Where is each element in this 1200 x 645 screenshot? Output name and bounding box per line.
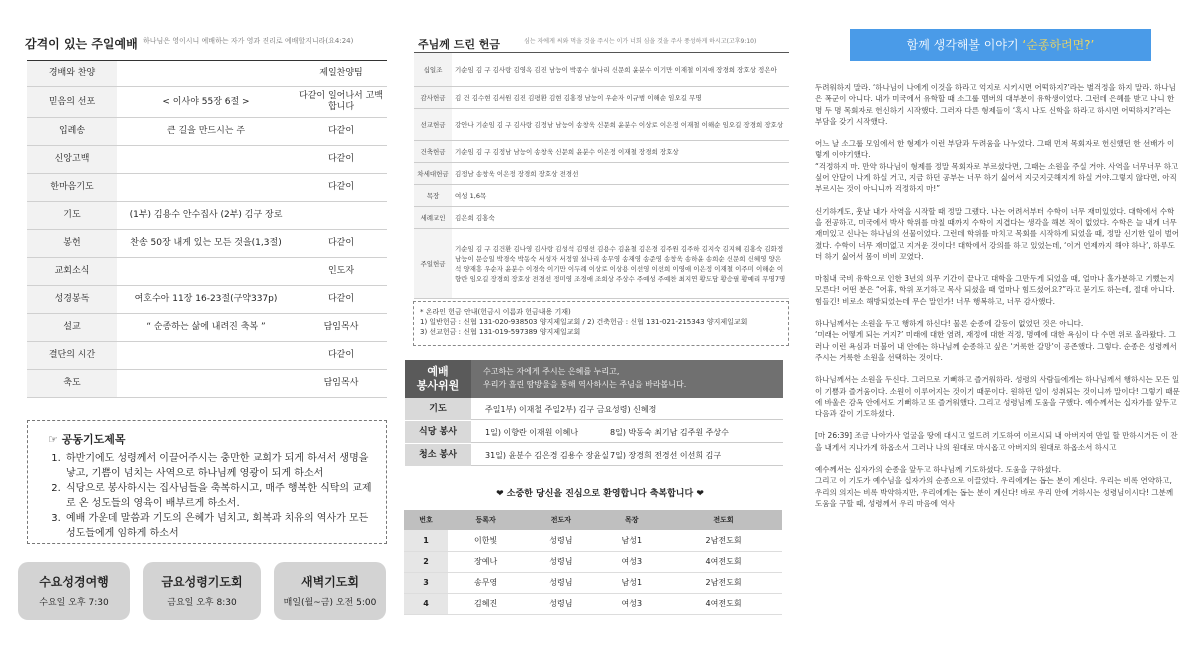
offering-names: 기순임 김 구 김정남 남능이 송창욱 신문희 윤분수 이은정 이재철 장경희 장호상 xyxy=(452,141,789,163)
order-content xyxy=(117,258,295,286)
table-row xyxy=(27,230,387,258)
order-leader: 인도자 xyxy=(295,258,387,286)
prayer-item: 3. 예배 가운데 말씀과 기도의 은혜가 넘치고, 회복과 치유의 역사가 모든 성도들에게 임하게 하소서 xyxy=(64,511,372,541)
essay-paragraph: 하나님께서는 소원을 두신다. 그러므로 기뻐하고 즐거워하라. 성령의 사람들에게는 하나님께서 행하시는 모든 일이 기쁨과 즐거움이다. 소원이 이루어지는 것이기 때문이다. 원하던 일이 성취되는 것이니까 말이다! 그렇기 때문에 바울은 감옥 안에서도 기뻐하고 또 즐거워했다. 그리고 성령님께 도움을 구했다. 예수께서는 십자가를 앞두고 다음과 같이 기도하셨다. xyxy=(815,375,1180,419)
offering-names: 김 건 김수현 김서원 김진 김평환 김현 김홍경 남능이 우순자 이규범 이해순 임오길 무명 xyxy=(452,87,789,109)
meeting-title: 금요성령기도회 xyxy=(161,575,243,589)
member-number: 3 xyxy=(404,572,448,593)
member-number: 2 xyxy=(404,551,448,572)
service-row xyxy=(405,421,783,443)
service-value: 주일1부) 이재철 주일2부) 김구 금요성령) 신혜정 xyxy=(485,405,657,414)
table-row xyxy=(404,530,782,551)
member-name: 김혜진 xyxy=(448,593,523,614)
table-row xyxy=(27,174,387,202)
mission-group: 2남전도회 xyxy=(665,572,782,593)
mission-group: 4여전도회 xyxy=(665,593,782,614)
essay-title-banner xyxy=(850,29,1151,61)
meeting-wednesday xyxy=(18,562,130,620)
order-leader: 다같이 xyxy=(295,174,387,202)
cell-group: 남성1 xyxy=(598,530,665,551)
worship-title: 감격이 있는 주일예배 xyxy=(25,37,138,51)
prayer-list xyxy=(64,451,372,541)
order-item: 입례송 xyxy=(27,118,117,146)
welcome-message: ❤ 소중한 당신을 진심으로 환영합니다 축복합니다 ❤ xyxy=(496,489,704,499)
service-text-line: 우리가 흘린 땀방울을 통해 역사하시는 주님을 바라봅니다. xyxy=(483,380,687,389)
table-row xyxy=(404,593,782,614)
essay-paragraph: 어느 날 소그룹 모임에서 한 형제가 이런 부담과 두려움을 나누었다. 그때 먼저 목회자로 헌신했던 한 선배가 이렇게 이야기했다. “걱정하지 마. 만약 하나님이 형제를 정말 목회자로 부르셨다면, 그때는 소원을 주실 거야. 사역을 너무너무 하고 싶어 안달이 나게 하실 거고, 지금 하던 공부는 너무 하기 싫어서 지긋지긋해지게 하실 거야.그렇지 않다면, 아직 부르시는 것이 아니니까 걱정하지 마!” xyxy=(815,139,1179,194)
notice-line: 1) 일반헌금 : 신협 131-020-938503 양지제일교회 / 2) 건축헌금 : 신협 131-021-215343 양지제일교회 xyxy=(420,318,748,326)
order-leader: 담임목사 xyxy=(295,370,387,398)
column-header: 등록자 xyxy=(448,510,523,530)
order-item: 신앙고백 xyxy=(27,146,117,174)
order-item: 믿음의 선포 xyxy=(27,87,117,118)
service-value: 1일) 이향란 이재원 이혜나 xyxy=(485,428,579,437)
table-row xyxy=(414,53,789,87)
order-content xyxy=(117,370,295,398)
table-row xyxy=(414,229,789,299)
essay-paragraph: 하나님께서는 소원을 두고 행하게 하신다! 물론 순종에 갈등이 없었던 것은 아니다. ‘미래는 어떻게 되는 거지?’ 미래에 대한 염려, 재정에 대한 걱정, 명예에 대한 욕심이 다 수면 위로 올라왔다. 그러나 이런 욕심과 더불어 내 안에는 하나님께 순종하고 싶은 ‘거룩한 갈망’이 공존했다. 그렇다. 순종은 성령께서 주시는 거룩한 소원을 선택하는 것이다. xyxy=(815,319,1177,362)
offering-type: 차세대헌금 xyxy=(414,163,452,185)
order-content xyxy=(117,174,295,202)
worship-subtitle: 하나님은 영이시니 예배하는 자가 영과 진리로 예배할지니라(요4:24) xyxy=(143,37,354,45)
offering-type: 목장 xyxy=(414,185,452,207)
offering-type: 건축헌금 xyxy=(414,141,452,163)
offering-names: 김정남 송창욱 이은정 장경희 장호상 전경선 xyxy=(452,163,789,185)
order-leader: 다같이 xyxy=(295,342,387,370)
member-name: 장예나 xyxy=(448,551,523,572)
order-leader: 다같이 일어나서 고백합니다 xyxy=(295,87,387,118)
order-item: 결단의 시간 xyxy=(27,342,117,370)
service-text xyxy=(483,365,686,391)
meeting-time: 금요일 오후 8:30 xyxy=(167,598,237,608)
essay-title: 함께 생각해볼 이야기 xyxy=(906,38,1019,52)
table-row xyxy=(27,258,387,286)
mission-group: 4여전도회 xyxy=(665,551,782,572)
table-row xyxy=(27,87,387,118)
prayer-title: ☞ 공동기도제목 xyxy=(48,433,126,446)
meeting-time: 매일(월~금) 오전 5:00 xyxy=(283,598,377,608)
table-row xyxy=(27,314,387,342)
order-leader: 다같이 xyxy=(295,286,387,314)
online-offering-notice xyxy=(413,301,789,346)
service-role: 청소 봉사 xyxy=(405,444,471,466)
worship-column xyxy=(0,0,400,645)
order-item: 교회소식 xyxy=(27,258,117,286)
prayer-item: 1. 하반기에도 성령께서 이끌어주시는 충만한 교회가 되게 하셔서 생명을 낳고, 기쁨이 넘치는 사역으로 하나님께 영광이 되게 하소서 xyxy=(64,451,372,481)
offering-type: 세례교인 xyxy=(414,207,452,229)
offering-names: 강안나 기순임 김 구 김사랑 김정남 남능이 송창욱 신문희 윤분수 이상로 이은정 이재철 이해순 임오길 장경희 장호상 xyxy=(452,109,789,141)
order-content xyxy=(117,146,295,174)
service-label-line: 예배 xyxy=(427,365,449,378)
table-row xyxy=(27,61,387,87)
member-number: 4 xyxy=(404,593,448,614)
order-leader: 담임목사 xyxy=(295,314,387,342)
evangelist: 성령님 xyxy=(523,530,598,551)
evangelist: 성령님 xyxy=(523,593,598,614)
meeting-title: 수요성경여행 xyxy=(39,575,109,589)
essay-paragraph: 마침내 국비 유학으로 인한 3년의 의무 기간이 끝나고 대학을 그만두게 되었을 때, 얼마나 홀가분하고 기뻤는지 모른다! 어떤 분은 “어휴, 학위 포기하고 목사 되셨을 때 얼마나 힘드셨어요?”라고 묻기도 하는데, 절대 아니다. 힘들긴! 비로소 해방되었는데 무슨 말인가! 너무 행복하고, 너무 감사했다. xyxy=(815,274,1175,306)
offering-names: 여성 1,6목 xyxy=(452,185,789,207)
essay-paragraph: 신기하게도, 훗날 내가 사역을 시작할 때 정말 그랬다. 나는 어려서부터 수학이 너무 재미있었다. 대학에서 수학을 전공하고, 미국에서 박사 학위를 마칠 때까지 수학이 지겹다는 생각을 해본 적이 없었다. 수학은 늘 내게 너무 재미있고 신나는 하나님의 선물이었다. 그런데 학위를 마치고 목회를 시작하게 되었을 때, 정말 신기한 일이 벌어졌다. 수학이 너무 재미없고 지겨운 것이다! 대학에서 강의를 하고 있었는데, ‘이거 언제까지 해야 하나’, 하루도 더 하기 싫어서 몸이 비비 꼬였다. xyxy=(815,206,1180,261)
worship-order-table xyxy=(27,60,387,398)
service-label-line: 봉사위원 xyxy=(416,379,460,392)
order-leader: 다같이 xyxy=(295,230,387,258)
table-row xyxy=(414,185,789,207)
table-row xyxy=(27,146,387,174)
offering-names: 기순임 김 구 김사랑 김영옥 김진 남능이 박종수 설나리 신문희 윤분수 이기만 이재철 이지애 장경희 장호상 정은아 xyxy=(452,53,789,87)
member-name: 송무영 xyxy=(448,572,523,593)
essay-paragraph: [마 26:39] 조금 나아가사 얼굴을 땅에 대시고 엎드려 기도하여 이르시되 내 아버지여 만일 할 만하시거든 이 잔을 내게서 지나가게 하옵소서 그러나 나의 원대로 마시옵고 아버지의 원대로 하옵소서 하시고 xyxy=(815,431,1178,452)
order-item: 축도 xyxy=(27,370,117,398)
column-header: 전도회 xyxy=(665,510,782,530)
essay-title-highlight: ‘순종하려면?’ xyxy=(1022,38,1095,52)
table-row xyxy=(27,342,387,370)
table-row xyxy=(404,551,782,572)
service-role: 식당 봉사 xyxy=(405,421,471,443)
table-row xyxy=(27,118,387,146)
order-item: 봉헌 xyxy=(27,230,117,258)
service-role: 기도 xyxy=(405,398,471,420)
offering-type: 선교헌금 xyxy=(414,109,452,141)
meeting-dawn xyxy=(274,562,386,620)
table-row xyxy=(27,202,387,230)
order-content xyxy=(117,61,295,87)
prayer-box xyxy=(27,420,387,544)
order-content: 큰 길을 만드시는 주 xyxy=(117,118,295,146)
worship-header xyxy=(25,33,385,53)
offering-header xyxy=(418,33,788,49)
new-members-table xyxy=(404,510,782,615)
member-number: 1 xyxy=(404,530,448,551)
offering-type: 십일조 xyxy=(414,53,452,87)
table-row xyxy=(414,163,789,185)
offering-title: 주님께 드린 헌금 xyxy=(418,38,501,51)
order-item: 설교 xyxy=(27,314,117,342)
service-row xyxy=(405,444,783,466)
service-text-line: 수고하는 자에게 주시는 은혜를 누리고, xyxy=(483,367,620,376)
member-name: 이한빛 xyxy=(448,530,523,551)
meeting-friday xyxy=(143,562,261,620)
table-row xyxy=(27,370,387,398)
service-label xyxy=(405,360,471,398)
essay-paragraph: 두려워하지 말라. ‘하나님이 나에게 이것을 하라고 억지로 시키시면 어떡하지?’라는 별걱정을 하지 말라. 하나님은 폭군이 아니다. 내가 미국에서 유학할 때 소그룹 멤버의 대부분이 유학생이었다. 그런데 은혜를 받고 나니 한 명 두 명 목회자로 헌신하기 시작했다. 그러자 다른 형제들이 ‘혹시 나도 신학을 하라고 하시면 어떡하지?’라는 부담을 갖기 시작했다. xyxy=(815,83,1176,126)
order-item: 성경봉독 xyxy=(27,286,117,314)
offering-names: 김은희 김홍숙 xyxy=(452,207,789,229)
order-content xyxy=(117,342,295,370)
table-row xyxy=(414,87,789,109)
cell-group: 남성1 xyxy=(598,572,665,593)
essay-body xyxy=(815,82,1180,509)
order-content: “ 순종하는 삶에 내려진 축복 ” xyxy=(117,314,295,342)
meeting-time: 수요일 오후 7:30 xyxy=(39,598,109,608)
service-row xyxy=(405,398,783,420)
order-content: (1부) 김용수 안수집사 (2부) 김구 장로 xyxy=(117,202,295,230)
offering-table xyxy=(414,52,789,299)
offering-type: 감사헌금 xyxy=(414,87,452,109)
cell-group: 여성3 xyxy=(598,551,665,572)
order-content: < 이사야 55장 6절 > xyxy=(117,87,295,118)
order-content: 여호수아 11장 16-23절(구약337p) xyxy=(117,286,295,314)
column-header: 목장 xyxy=(598,510,665,530)
table-row xyxy=(414,141,789,163)
order-item: 기도 xyxy=(27,202,117,230)
service-value: 8일) 박동숙 최기남 김주원 주상수 xyxy=(610,428,729,437)
notice-title: * 온라인 헌금 안내(헌금시 이름과 헌금내용 기재) xyxy=(420,308,571,316)
order-leader: 다같이 xyxy=(295,118,387,146)
order-content: 찬송 50장 내게 있는 모든 것을(1,3절) xyxy=(117,230,295,258)
table-row xyxy=(414,109,789,141)
offering-subtitle: 심는 자에게 씨와 먹을 것을 주시는 이가 너희 심을 것을 주사 풍성하게 하시고(고후9:10) xyxy=(524,38,757,45)
order-leader xyxy=(295,202,387,230)
column-header: 번호 xyxy=(404,510,448,530)
order-item: 경배와 찬양 xyxy=(27,61,117,87)
table-row xyxy=(27,286,387,314)
notice-line: 3) 선교헌금 : 신협 131-019-597389 양지제일교회 xyxy=(420,328,581,336)
table-row xyxy=(414,207,789,229)
essay-paragraph: 예수께서는 십자가의 순종을 앞두고 하나님께 기도하셨다. 도움을 구하셨다. 그리고 이 기도가 예수님을 십자가의 순종으로 이끌었다. 우리에게는 돕는 분이 계신다. 우리는 비록 연약하고, 우리의 의지는 비록 박약하지만, 우리에게는 돕는 분이 계신다! 바로 우리 안에 거하시는 성령님이시다! 그분께 도움을 구할 때, 성령께서 우리 마음에 역사 xyxy=(815,465,1174,508)
offering-type: 주일헌금 xyxy=(414,229,452,299)
order-leader: 다같이 xyxy=(295,146,387,174)
column-header: 전도자 xyxy=(523,510,598,530)
service-value: 31일) 윤분수 김은경 김용수 장윤실 xyxy=(485,451,609,460)
mission-group: 2남전도회 xyxy=(665,530,782,551)
meeting-title: 새벽기도회 xyxy=(301,575,359,589)
prayer-item: 2. 식당으로 봉사하시는 집사님들을 축복하시고, 매주 행복한 식탁의 교제로 온 성도들의 영육이 배부르게 하소서. xyxy=(64,481,372,511)
order-leader: 제일찬양팀 xyxy=(295,61,387,87)
service-value: 7일) 장경희 전경선 이선희 김구 xyxy=(610,451,722,460)
cell-group: 여성3 xyxy=(598,593,665,614)
table-row xyxy=(404,572,782,593)
evangelist: 성령님 xyxy=(523,551,598,572)
evangelist: 성령님 xyxy=(523,572,598,593)
order-item: 한마음기도 xyxy=(27,174,117,202)
table-header-row xyxy=(404,510,782,530)
offering-names: 기순임 김 구 김건환 김나영 김사랑 김성석 김영선 김용수 김윤철 김은경 김주원 김주하 김지숙 김지혜 김홍숙 김화정 남능이 문승일 박경숙 박동숙 서성자 서정열 설나리 송무영 송재영 송준영 송창욱 송하윤 송희순 신문희 신혜영 양은석 양재흥 우순자 윤분수 이경숙 이기만 이두례 이상로 이상용 이선영 이선희 이영애 이은정 이재철 이주미 이해순 이향란 임오길 장경희 장호상 전경선 정미영 조경애 조희상 주상수 주예성 주예찬 최지연 황도담 황승필 황예리 무명7명 xyxy=(452,229,789,299)
service-header xyxy=(405,360,783,398)
